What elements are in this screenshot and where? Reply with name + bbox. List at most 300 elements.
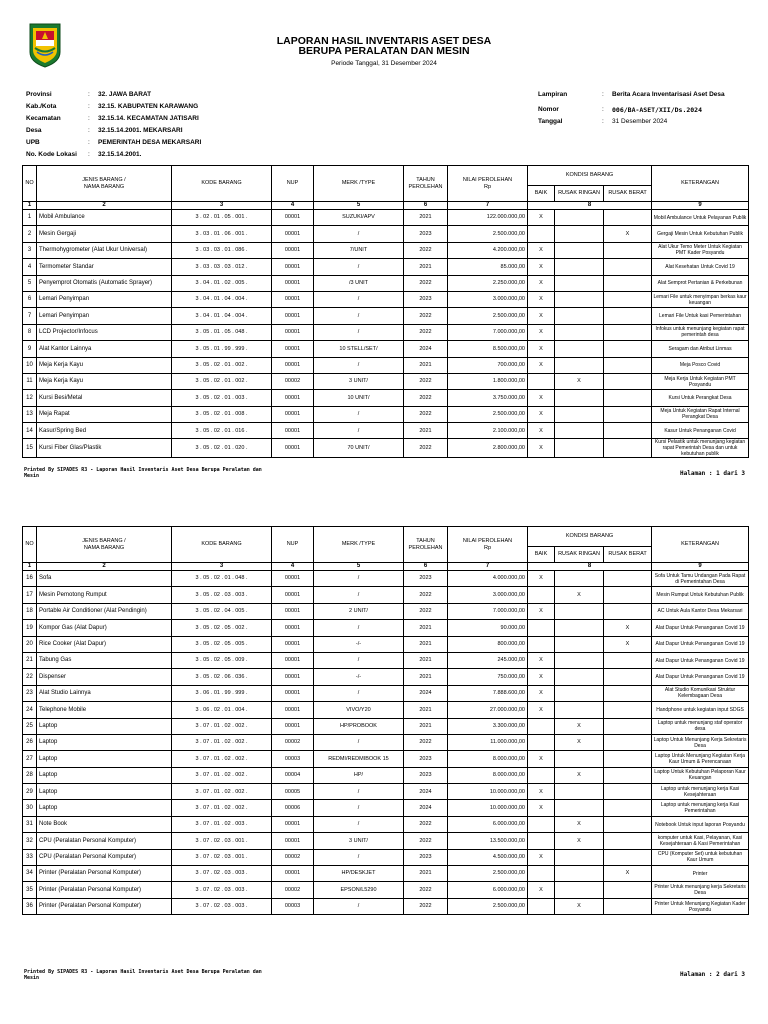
cell-baik (528, 734, 555, 750)
cell-merk-type: / (314, 357, 404, 373)
cell-keterangan: Mobil Ambulance Untuk Pelayanan Publik (652, 210, 749, 226)
cell-merk-type: / (314, 291, 404, 307)
cell-baik: X (528, 669, 555, 685)
cell-baik (528, 898, 555, 914)
cell-rusak-berat (604, 767, 652, 783)
cell-rusak-ringan (555, 439, 604, 458)
cell-rusak-berat (604, 308, 652, 324)
location-info (26, 89, 201, 161)
column-number: 9 (652, 563, 749, 571)
cell-no: 8 (23, 324, 37, 340)
cell-no: 2 (23, 226, 37, 242)
col-jenis-barang-line-1: JENIS BARANG / (82, 176, 126, 183)
header-row (23, 527, 749, 547)
page-number-2: Halaman : 2 dari 3 (680, 971, 746, 978)
cell-nup: 00003 (272, 898, 314, 914)
cell-merk-type: /3 UNIT (314, 275, 404, 291)
cell-nilai: 2.500.000,00 (448, 226, 528, 242)
nomor-value: 006/BA-ASET/XII/Ds.2024 (612, 106, 703, 114)
cell-kode-barang: 3 . 05 . 02 . 01 . 008 . (172, 406, 272, 422)
table-row (23, 816, 749, 832)
cell-no: 15 (23, 439, 37, 458)
cell-nama-barang: Termometer Standar (37, 259, 172, 275)
cell-keterangan: Laptop Untuk Menunjang Kerja Sekretaris Desa (652, 734, 749, 750)
cell-keterangan: AC Untuk Aula Kantor Desa Mekarsari (652, 603, 749, 619)
cell-keterangan: Gergaji Mesin Untuk Kebutuhan Publik (652, 226, 749, 242)
cell-tahun: 2022 (404, 390, 448, 406)
cell-keterangan: Printer Untuk menunjang kerja Sekretaris Desa (652, 882, 749, 898)
cell-rusak-berat: X (604, 866, 652, 882)
nomor-label: Nomor (538, 106, 559, 113)
col-nilai-perolehan-line-2: Rp (483, 183, 492, 190)
cell-rusak-ringan (555, 259, 604, 275)
cell-tahun: 2024 (404, 685, 448, 701)
cell-tahun: 2022 (404, 734, 448, 750)
cell-no: 5 (23, 275, 37, 291)
cell-nama-barang: Lemari Penyimpan (37, 308, 172, 324)
col-baik-line-1: BAIK (534, 190, 548, 196)
cell-no: 32 (23, 833, 37, 849)
col-tahun-perolehan-line-1: TAHUN (416, 176, 435, 183)
print-footer-1: Printed By SIPADES R3 - Laporan Hasil Inventaris Aset Desa Berupa Peralatan dan Mesin (24, 467, 262, 479)
cell-nilai: 11.000.000,00 (448, 734, 528, 750)
lampiran-label: Lampiran (538, 91, 568, 98)
cell-rusak-berat (604, 571, 652, 587)
cell-baik: X (528, 882, 555, 898)
cell-nama-barang: Laptop (37, 751, 172, 767)
cell-rusak-ringan (555, 636, 604, 652)
table-row (23, 767, 749, 783)
cell-keterangan: Alat Dapur Untuk Penanganan Covid 19 (652, 636, 749, 652)
col-nilai-perolehan-line-2: Rp (483, 544, 492, 551)
cell-nup: 00001 (272, 669, 314, 685)
cell-keterangan: Laptop untuk menunjang kerja Kasi Pemerintahan (652, 800, 749, 816)
cell-nup: 00001 (272, 357, 314, 373)
column-number: 9 (652, 202, 749, 210)
table-row (23, 341, 749, 357)
table-row (23, 734, 749, 750)
col-merk-type-line-1: MERK /TYPE (341, 180, 376, 186)
col-nup-line-1: NUP (286, 541, 299, 547)
cell-rusak-berat (604, 652, 652, 668)
cell-keterangan: Laptop untuk menunjang staf operator desa (652, 718, 749, 734)
cell-no: 36 (23, 898, 37, 914)
cell-baik: X (528, 751, 555, 767)
col-keterangan (652, 166, 749, 202)
table-row (23, 833, 749, 849)
cell-nup: 00001 (272, 636, 314, 652)
cell-rusak-berat (604, 324, 652, 340)
col-no (23, 527, 37, 563)
cell-rusak-berat (604, 784, 652, 800)
cell-rusak-ringan (555, 341, 604, 357)
cell-tahun: 2024 (404, 784, 448, 800)
cell-baik: X (528, 341, 555, 357)
cell-nama-barang: Meja Kerja Kayu (37, 373, 172, 389)
cell-no: 26 (23, 734, 37, 750)
cell-rusak-ringan: X (555, 767, 604, 783)
column-number: 8 (528, 202, 652, 210)
cell-kode-barang: 3 . 05 . 02 . 05 . 005 . (172, 636, 272, 652)
cell-nilai: 2.500.000,00 (448, 866, 528, 882)
cell-keterangan: Kasur Untuk Penanganan Covid (652, 423, 749, 439)
cell-merk-type: 10 UNIT/ (314, 390, 404, 406)
cell-keterangan: Alat Ukur Temo Meter Untuk Kegiatan PMT Kader Posyandu (652, 242, 749, 258)
cell-baik: X (528, 784, 555, 800)
cell-baik: X (528, 439, 555, 458)
cell-keterangan: Alat Semprot Pertanian & Perkebunan (652, 275, 749, 291)
column-number: 1 (23, 202, 37, 210)
info-label: Kecamatan (26, 115, 61, 122)
cell-tahun: 2021 (404, 669, 448, 685)
cell-rusak-berat (604, 669, 652, 685)
cell-nilai: 6.000.000,00 (448, 816, 528, 832)
cell-nilai: 750.000,00 (448, 669, 528, 685)
cell-kode-barang: 3 . 05 . 02 . 03 . 003 . (172, 587, 272, 603)
col-nilai-perolehan-line-1: NILAI PEROLEHAN (462, 176, 513, 183)
col-tahun-perolehan (404, 166, 448, 202)
cell-merk-type: VIVO/Y20 (314, 702, 404, 718)
cell-kode-barang: 3 . 07 . 02 . 03 . 003 . (172, 866, 272, 882)
col-jenis-barang-line-2: NAMA BARANG (83, 183, 125, 190)
cell-baik (528, 587, 555, 603)
table-row (23, 800, 749, 816)
cell-keterangan: Laptop Untuk Kebutuhan Pelaporan Kaur Keuangan (652, 767, 749, 783)
cell-nup: 00001 (272, 685, 314, 701)
cell-tahun: 2022 (404, 308, 448, 324)
cell-no: 12 (23, 390, 37, 406)
cell-nup: 00001 (272, 652, 314, 668)
cell-nama-barang: Dispenser (37, 669, 172, 685)
cell-nama-barang: Laptop (37, 767, 172, 783)
cell-nup: 00002 (272, 849, 314, 865)
cell-nilai: 7.000.000,00 (448, 603, 528, 619)
column-number: 3 (172, 563, 272, 571)
col-no-line-1: NO (25, 180, 34, 186)
cell-merk-type: / (314, 226, 404, 242)
cell-nama-barang: Tabung Gas (37, 652, 172, 668)
column-number: 2 (37, 202, 172, 210)
cell-merk-type: -/- (314, 669, 404, 685)
cell-rusak-ringan: X (555, 587, 604, 603)
cell-merk-type: / (314, 423, 404, 439)
cell-no: 30 (23, 800, 37, 816)
cell-tahun: 2021 (404, 702, 448, 718)
cell-rusak-ringan: X (555, 833, 604, 849)
col-baik-line-1: BAIK (534, 551, 548, 557)
cell-nilai: 2.500.000,00 (448, 406, 528, 422)
cell-nilai: 2.500.000,00 (448, 898, 528, 914)
cell-rusak-berat (604, 373, 652, 389)
cell-nup: 00002 (272, 882, 314, 898)
cell-rusak-berat (604, 898, 652, 914)
cell-kode-barang: 3 . 02 . 01 . 05 . 001 . (172, 210, 272, 226)
cell-nama-barang: Laptop (37, 800, 172, 816)
cell-nama-barang: Alat Studio Lainnya (37, 685, 172, 701)
cell-tahun: 2022 (404, 882, 448, 898)
cell-rusak-ringan (555, 390, 604, 406)
cell-rusak-ringan (555, 882, 604, 898)
col-merk-type-line-1: MERK /TYPE (341, 541, 376, 547)
cell-tahun: 2022 (404, 324, 448, 340)
info-value: 32.15.14.2001. (98, 151, 142, 158)
info-value: 32. JAWA BARAT (98, 91, 152, 98)
table-row (23, 652, 749, 668)
table-row (23, 898, 749, 914)
cell-tahun: 2023 (404, 849, 448, 865)
cell-baik (528, 620, 555, 636)
col-tahun-perolehan-line-2: PEROLEHAN (408, 544, 443, 551)
cell-keterangan: Lemari File Untuk kasi Pemerintahan (652, 308, 749, 324)
col-rusak-berat-line-1: RUSAK BERAT (608, 551, 647, 557)
cell-no: 28 (23, 767, 37, 783)
cell-merk-type: / (314, 571, 404, 587)
cell-rusak-berat (604, 242, 652, 258)
table-row (23, 718, 749, 734)
cell-no: 9 (23, 341, 37, 357)
cell-kode-barang: 3 . 05 . 02 . 01 . 002 . (172, 373, 272, 389)
info-label: No. Kode Lokasi (26, 151, 77, 158)
cell-no: 11 (23, 373, 37, 389)
info-colon: : (88, 151, 90, 158)
cell-keterangan: Notebook Untuk input laporan Posyandu (652, 816, 749, 832)
cell-kode-barang: 3 . 06 . 02 . 01 . 004 . (172, 702, 272, 718)
cell-rusak-ringan (555, 652, 604, 668)
cell-nup: 00001 (272, 866, 314, 882)
cell-tahun: 2022 (404, 406, 448, 422)
report-subtitle: BERUPA PERALATAN DAN MESIN (298, 45, 470, 57)
cell-rusak-berat (604, 603, 652, 619)
cell-rusak-ringan: X (555, 718, 604, 734)
cell-baik: X (528, 324, 555, 340)
column-number: 7 (448, 563, 528, 571)
cell-nilai: 3.750.000,00 (448, 390, 528, 406)
cell-tahun: 2022 (404, 603, 448, 619)
tanggal-value: 31 Desember 2024 (612, 118, 668, 125)
cell-nilai: 85.000,00 (448, 259, 528, 275)
cell-rusak-ringan (555, 275, 604, 291)
cell-merk-type: HP/PROBOOK (314, 718, 404, 734)
cell-merk-type: 7/UNIT (314, 242, 404, 258)
cell-keterangan: Lemari File untuk menyimpan berkas kaur keuangan (652, 291, 749, 307)
info-label: Kab./Kota (26, 103, 57, 110)
cell-nilai: 8.500.000,00 (448, 341, 528, 357)
cell-nilai: 8.000.000,00 (448, 751, 528, 767)
cell-kode-barang: 3 . 05 . 02 . 01 . 002 . (172, 357, 272, 373)
cell-nilai: 4.200.000,00 (448, 242, 528, 258)
table-row (23, 685, 749, 701)
info-row (26, 125, 201, 137)
cell-kode-barang: 3 . 07 . 01 . 02 . 003 . (172, 816, 272, 832)
cell-rusak-berat (604, 816, 652, 832)
cell-baik (528, 226, 555, 242)
cell-keterangan: Alat Dapur Untuk Penanganan Covid 19 (652, 620, 749, 636)
cell-no: 4 (23, 259, 37, 275)
info-colon: : (88, 139, 90, 146)
cell-tahun: 2024 (404, 341, 448, 357)
cell-tahun: 2022 (404, 439, 448, 458)
table-row (23, 291, 749, 307)
cell-kode-barang: 3 . 07 . 02 . 03 . 003 . (172, 898, 272, 914)
cell-nama-barang: Kompor Gas (Alat Dapur) (37, 620, 172, 636)
cell-rusak-berat (604, 849, 652, 865)
cell-nama-barang: Mesin Gergaji (37, 226, 172, 242)
cell-rusak-berat (604, 357, 652, 373)
cell-nup: 00001 (272, 259, 314, 275)
cell-nama-barang: Rice Cooker (Alat Dapur) (37, 636, 172, 652)
cell-nilai: 3.000.000,00 (448, 291, 528, 307)
col-rusak-ringan (555, 186, 604, 202)
info-row (26, 149, 201, 161)
cell-keterangan: Kursi Untuk Perangkat Desa (652, 390, 749, 406)
cell-baik: X (528, 702, 555, 718)
col-rusak-berat (604, 186, 652, 202)
table-row (23, 571, 749, 587)
cell-merk-type: / (314, 324, 404, 340)
cell-no: 19 (23, 620, 37, 636)
cell-merk-type: / (314, 308, 404, 324)
cell-kode-barang: 3 . 05 . 02 . 01 . 003 . (172, 390, 272, 406)
table-row (23, 308, 749, 324)
info-row (26, 137, 201, 149)
cell-rusak-berat (604, 882, 652, 898)
cell-nama-barang: Printer (Peralatan Personal Komputer) (37, 866, 172, 882)
cell-rusak-ringan: X (555, 373, 604, 389)
cell-nup: 00001 (272, 439, 314, 458)
cell-kode-barang: 3 . 07 . 01 . 02 . 002 . (172, 734, 272, 750)
cell-rusak-berat: X (604, 636, 652, 652)
cell-baik: X (528, 652, 555, 668)
cell-baik (528, 767, 555, 783)
cell-no: 35 (23, 882, 37, 898)
cell-rusak-ringan (555, 702, 604, 718)
cell-tahun: 2021 (404, 210, 448, 226)
cell-kode-barang: 3 . 07 . 01 . 02 . 002 . (172, 784, 272, 800)
cell-merk-type: / (314, 620, 404, 636)
cell-tahun: 2022 (404, 833, 448, 849)
col-kondisi-barang-line-1: KONDISI BARANG (565, 172, 614, 178)
column-number: 5 (314, 202, 404, 210)
info-value: 32.15.14. KECAMATAN JATISARI (98, 115, 199, 122)
cell-rusak-ringan (555, 603, 604, 619)
inventory-table-page-1 (22, 165, 749, 458)
cell-tahun: 2022 (404, 242, 448, 258)
cell-nilai: 122.000.000,00 (448, 210, 528, 226)
cell-baik (528, 816, 555, 832)
col-keterangan (652, 527, 749, 563)
cell-no: 6 (23, 291, 37, 307)
report-period: Periode Tanggal, 31 Desember 2024 (331, 60, 437, 67)
cell-rusak-berat (604, 423, 652, 439)
cell-kode-barang: 3 . 05 . 02 . 04 . 005 . (172, 603, 272, 619)
col-kode-barang (172, 527, 272, 563)
cell-kode-barang: 3 . 07 . 01 . 02 . 002 . (172, 718, 272, 734)
col-nup (272, 527, 314, 563)
cell-merk-type: / (314, 652, 404, 668)
cell-nup: 00006 (272, 800, 314, 816)
cell-nilai: 27.000.000,00 (448, 702, 528, 718)
cell-nama-barang: Mobil Ambulance (37, 210, 172, 226)
col-nup (272, 166, 314, 202)
table-row (23, 439, 749, 458)
cell-baik: X (528, 603, 555, 619)
cell-nilai: 3.000.000,00 (448, 587, 528, 603)
cell-rusak-ringan (555, 324, 604, 340)
cell-nama-barang: Printer (Peralatan Personal Komputer) (37, 898, 172, 914)
info-colon: : (88, 103, 90, 110)
cell-nup: 00001 (272, 341, 314, 357)
cell-nilai: 4.500.000,00 (448, 849, 528, 865)
col-tahun-perolehan (404, 527, 448, 563)
cell-baik: X (528, 275, 555, 291)
cell-nama-barang: CPU (Peralatan Personal Komputer) (37, 833, 172, 849)
table-row (23, 390, 749, 406)
cell-nama-barang: Lemari Penyimpan (37, 291, 172, 307)
col-tahun-perolehan-line-2: PEROLEHAN (408, 183, 443, 190)
cell-rusak-berat (604, 341, 652, 357)
cell-rusak-berat: X (604, 226, 652, 242)
cell-kode-barang: 3 . 05 . 02 . 01 . 048 . (172, 571, 272, 587)
cell-keterangan: komputer untuk Kasi, Pelayanan, Kasi Kesejahteraan & Kasi Pemerintahan (652, 833, 749, 849)
info-colon: : (88, 91, 90, 98)
cell-nup: 00002 (272, 734, 314, 750)
col-merk-type (314, 527, 404, 563)
cell-rusak-berat (604, 718, 652, 734)
cell-nama-barang: Meja Rapat (37, 406, 172, 422)
col-rusak-ringan-line-1: RUSAK RINGAN (558, 190, 600, 196)
cell-keterangan: Alat Studio Komunikasi Struktur Kelembagaan Desa (652, 685, 749, 701)
cell-no: 3 (23, 242, 37, 258)
col-nilai-perolehan (448, 527, 528, 563)
cell-no: 10 (23, 357, 37, 373)
cell-nup: 00001 (272, 291, 314, 307)
cell-kode-barang: 3 . 04 . 01 . 02 . 005 . (172, 275, 272, 291)
cell-kode-barang: 3 . 05 . 02 . 06 . 036 . (172, 669, 272, 685)
cell-rusak-ringan (555, 800, 604, 816)
col-no (23, 166, 37, 202)
cell-nama-barang: Kursi Fiber Glas/Plastik (37, 439, 172, 458)
cell-nilai: 10.000.000,00 (448, 800, 528, 816)
table-row (23, 210, 749, 226)
cell-nup: 00004 (272, 767, 314, 783)
cell-nup: 00001 (272, 210, 314, 226)
cell-nilai: 7.888.600,00 (448, 685, 528, 701)
cell-nilai: 8.000.000,00 (448, 767, 528, 783)
table-row (23, 603, 749, 619)
cell-rusak-berat: X (604, 620, 652, 636)
cell-nup: 00001 (272, 308, 314, 324)
cell-tahun: 2021 (404, 259, 448, 275)
cell-rusak-ringan (555, 669, 604, 685)
cell-rusak-ringan: X (555, 816, 604, 832)
col-no-line-1: NO (25, 541, 34, 547)
cell-baik: X (528, 210, 555, 226)
table-row (23, 242, 749, 258)
cell-keterangan: Laptop untuk menunjang kerja Kasi Kesejahteraan (652, 784, 749, 800)
cell-tahun: 2021 (404, 718, 448, 734)
cell-baik: X (528, 849, 555, 865)
cell-no: 27 (23, 751, 37, 767)
col-merk-type (314, 166, 404, 202)
table-row (23, 882, 749, 898)
cell-nup: 00001 (272, 620, 314, 636)
cell-tahun: 2021 (404, 423, 448, 439)
cell-tahun: 2022 (404, 587, 448, 603)
cell-keterangan: Infokus untuk menunjang kegiatan rapat pemerintah desa (652, 324, 749, 340)
table-row (23, 324, 749, 340)
cell-rusak-ringan (555, 866, 604, 882)
info-colon: : (88, 115, 90, 122)
